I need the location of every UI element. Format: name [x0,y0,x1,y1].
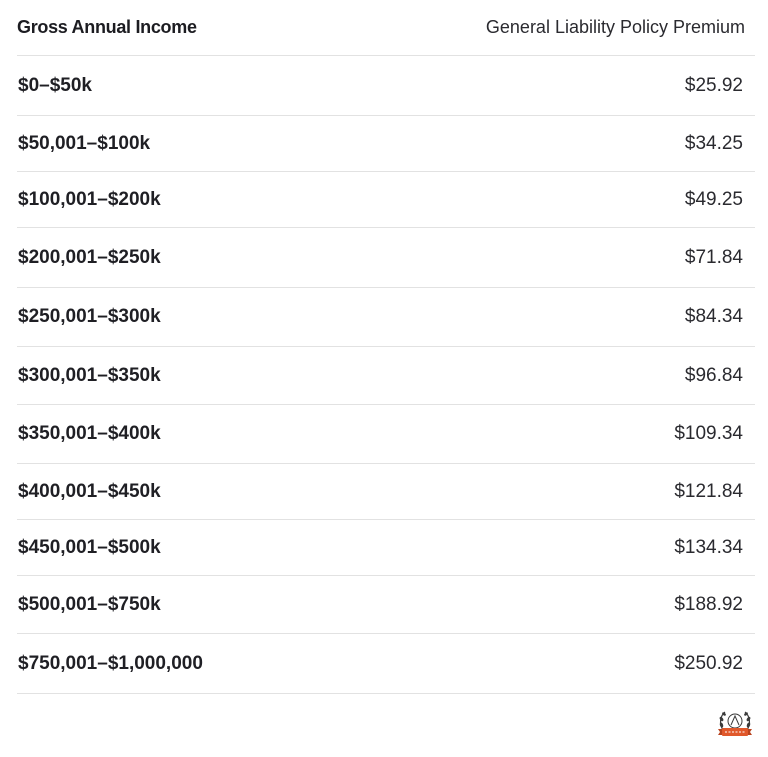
table-row [17,172,755,228]
premium-cell: $109.34 [674,423,743,444]
table-row [17,464,755,520]
income-cell: $450,001–$500k [18,536,161,558]
header-policy-premium: General Liability Policy Premium [485,17,745,37]
premium-cell: $188.92 [674,593,743,615]
premium-cell: $71.84 [684,246,743,268]
table-row [17,347,755,405]
income-cell: $200,001–$250k [18,246,161,268]
income-cell: $300,001–$350k [18,364,161,386]
premium-cell: $134.34 [674,536,743,558]
table-row [17,116,755,172]
table-header-row [17,0,755,56]
premium-cell: $250.92 [674,652,743,674]
income-cell: $50,001–$100k [18,132,151,154]
premium-cell: $96.84 [684,364,743,386]
income-cell: $750,001–$1,000,000 [18,652,203,674]
table-row [17,56,755,116]
brand-seal-icon [715,708,755,742]
premium-table [17,0,755,694]
table-row [17,405,755,464]
premium-cell: $25.92 [684,74,743,96]
premium-cell: $84.34 [684,306,743,327]
income-cell: $500,001–$750k [18,593,161,615]
income-cell: $100,001–$200k [18,188,161,210]
premium-cell: $34.25 [684,132,743,154]
table-row [17,228,755,288]
table-row [17,634,755,694]
income-cell: $250,001–$300k [18,306,161,327]
premium-cell: $49.25 [684,188,743,210]
income-cell: $0–$50k [18,74,92,96]
income-cell: $350,001–$400k [18,423,161,444]
table-row [17,288,755,347]
table-row [17,520,755,576]
header-gross-annual-income: Gross Annual Income [17,17,197,37]
premium-cell: $121.84 [674,480,743,502]
table-row [17,576,755,634]
income-cell: $400,001–$450k [18,480,161,502]
